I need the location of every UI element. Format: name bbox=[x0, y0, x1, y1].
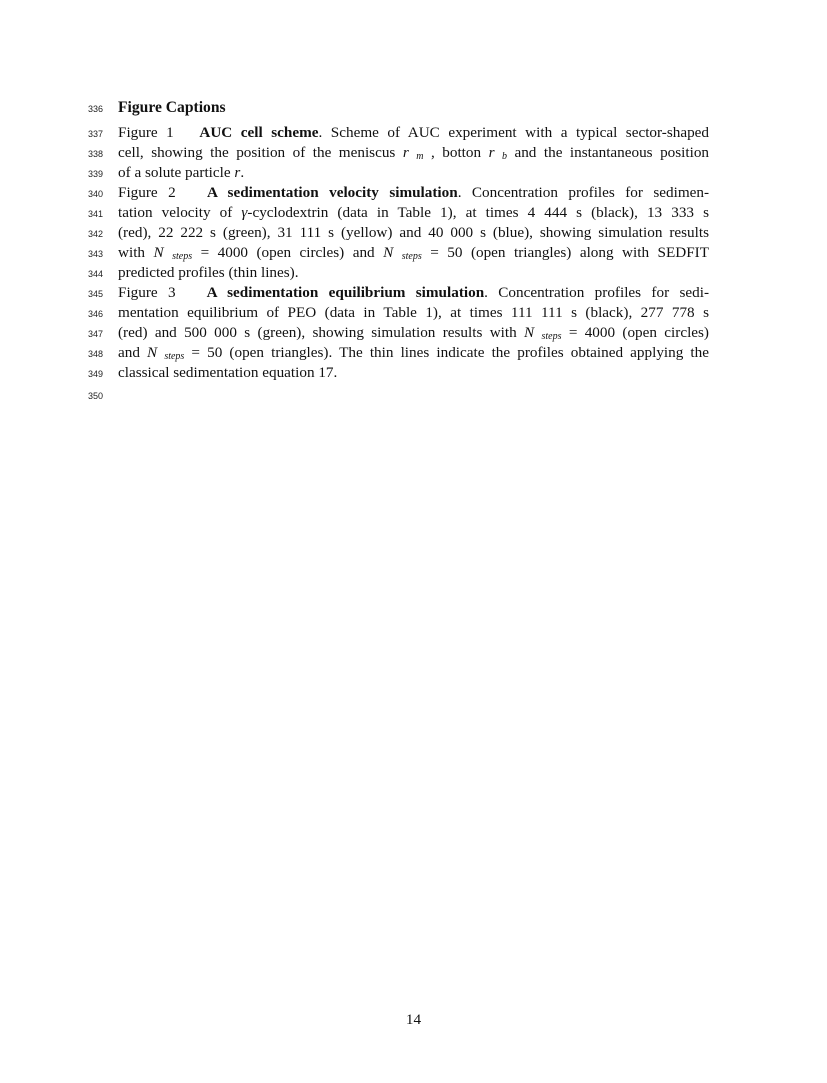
math-subscript: b bbox=[501, 151, 507, 162]
line-number: 343 bbox=[87, 249, 103, 259]
caption-text: and bbox=[118, 344, 148, 361]
figure3-caption-line bbox=[118, 323, 709, 343]
section-heading bbox=[118, 98, 709, 118]
caption-text: . bbox=[240, 164, 245, 181]
math-symbol: N bbox=[524, 324, 535, 341]
caption-text: = 4000 (open circles) bbox=[561, 324, 709, 341]
figure1-caption-line bbox=[118, 143, 709, 163]
line-number: 349 bbox=[87, 369, 103, 379]
line-number: 338 bbox=[87, 149, 103, 159]
caption-text: -cyclodextrin (data in Table 1), at times 4 444 s (black), 13 333 s bbox=[247, 204, 709, 221]
math-subscript: steps bbox=[164, 351, 185, 362]
line-number: 339 bbox=[87, 169, 103, 179]
math-symbol: r bbox=[488, 144, 495, 161]
math-symbol: N bbox=[147, 344, 158, 361]
caption-text: . Concentration profiles for sedi- bbox=[484, 284, 710, 301]
figure-title: A sedimentation equilibrium simulation bbox=[206, 284, 485, 301]
figure-label: Figure 2 bbox=[118, 184, 176, 201]
caption-text: = 50 (open triangles) along with SEDFIT bbox=[421, 244, 710, 261]
figure2-caption-line bbox=[118, 203, 709, 223]
math-symbol: γ bbox=[241, 204, 248, 221]
caption-text: (red), 22 222 s (green), 31 111 s (yellow) and 40 000 s (blue), showing simulation results bbox=[118, 224, 709, 241]
math-symbol: N bbox=[153, 244, 164, 261]
line-number: 337 bbox=[87, 129, 103, 139]
figure-title: A sedimentation velocity simulation bbox=[207, 184, 458, 201]
math-subscript: steps bbox=[172, 251, 193, 262]
figure3-caption-line bbox=[118, 283, 709, 303]
math-subscript: steps bbox=[541, 331, 562, 342]
figure1-caption-line bbox=[118, 123, 709, 143]
caption-text: , botton bbox=[423, 144, 489, 161]
line-number: 342 bbox=[87, 229, 103, 239]
line-number: 345 bbox=[87, 289, 103, 299]
math-symbol: r bbox=[234, 164, 241, 181]
caption-text: of a solute particle bbox=[118, 164, 235, 181]
caption-text: mentation equilibrium of PEO (data in Table 1), at times 111 111 s (black), 277 778 s bbox=[118, 304, 709, 321]
caption-text: with bbox=[118, 244, 154, 261]
caption-text: = 4000 (open circles) and bbox=[192, 244, 384, 261]
caption-text: and the instantaneous position bbox=[506, 144, 710, 161]
figure2-caption-line bbox=[118, 263, 709, 283]
figure2-caption-line bbox=[118, 223, 709, 243]
caption-text: (red) and 500 000 s (green), showing simulation results with bbox=[118, 324, 525, 341]
heading-text: Figure Captions bbox=[118, 99, 226, 116]
figure2-caption-line bbox=[118, 183, 709, 203]
caption-text: . Concentration profiles for sedimen- bbox=[457, 184, 710, 201]
line-number: 347 bbox=[87, 329, 103, 339]
line-number: 348 bbox=[87, 349, 103, 359]
figure3-caption-line bbox=[118, 303, 709, 323]
math-subscript: steps bbox=[401, 251, 422, 262]
caption-text: = 50 (open triangles). The thin lines indicate the profiles obtained applying the bbox=[184, 344, 709, 361]
figure3-caption-line bbox=[118, 363, 709, 383]
caption-text: predicted profiles (thin lines). bbox=[118, 264, 299, 281]
caption-text: classical sedimentation equation 17. bbox=[118, 364, 338, 381]
line-number: 341 bbox=[87, 209, 103, 219]
figure-title: AUC cell scheme bbox=[199, 124, 319, 141]
caption-text: tation velocity of bbox=[118, 204, 242, 221]
figure-label: Figure 1 bbox=[118, 124, 174, 141]
caption-text: cell, showing the position of the meniscus bbox=[118, 144, 403, 161]
line-number: 336 bbox=[87, 104, 103, 114]
page-number: 14 bbox=[405, 1011, 422, 1028]
math-symbol: N bbox=[383, 244, 394, 261]
math-subscript: m bbox=[416, 151, 424, 162]
figure3-caption-line bbox=[118, 343, 709, 363]
line-number: 340 bbox=[87, 189, 103, 199]
math-symbol: r bbox=[402, 144, 409, 161]
caption-text: . Scheme of AUC experiment with a typical sector-shaped bbox=[318, 124, 709, 141]
figure-label: Figure 3 bbox=[118, 284, 176, 301]
figure1-caption-line bbox=[118, 163, 709, 183]
line-number: 346 bbox=[87, 309, 103, 319]
line-number: 344 bbox=[87, 269, 103, 279]
figure2-caption-line bbox=[118, 243, 709, 263]
line-number: 350 bbox=[87, 391, 103, 401]
